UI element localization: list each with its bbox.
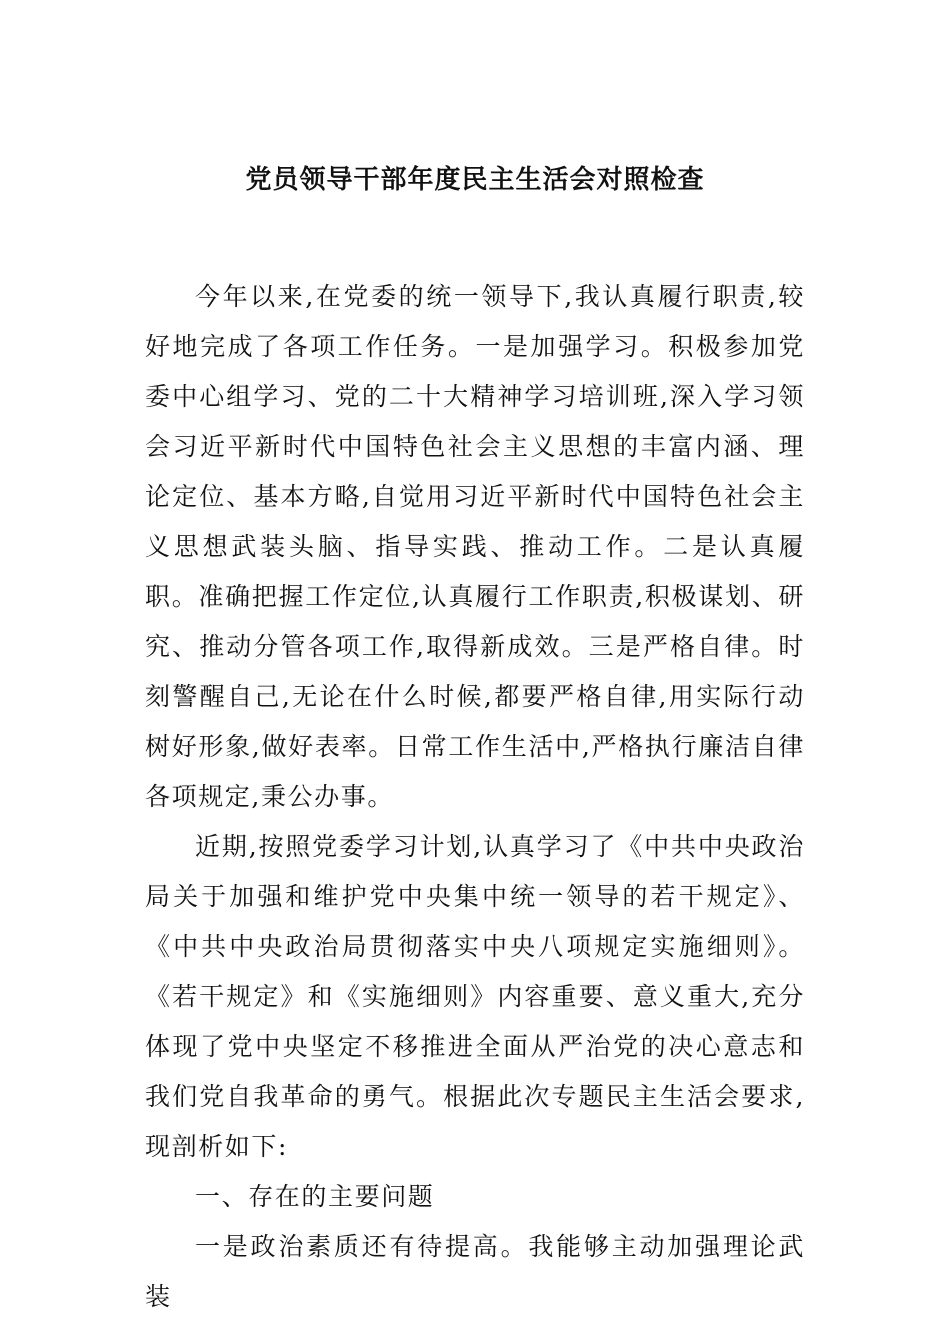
paragraph-political-quality: 一是政治素质还有待提高。我能够主动加强理论武装	[145, 1232, 805, 1311]
paragraph-study-analysis: 近期,按照党委学习计划,认真学习了《中共中央政治局关于加强和维护党中央集中统一领导的若干规定》、《中共中央政治局贯彻落实中央八项规定实施细则》。《若干规定》和《实施细则》内容重要、意义重大,充分体现了党中央坚定不移推进全面从严治党的决心意志和我们党自我革命的勇气。根据此次专题民主生活会要求,现剖析如下:	[145, 832, 805, 1161]
document-title: 党员领导干部年度民主生活会对照检查	[245, 165, 705, 195]
section-heading-main-problems: 一、存在的主要问题	[195, 1182, 435, 1211]
paragraph-work-summary: 今年以来,在党委的统一领导下,我认真履行职责,较好地完成了各项工作任务。一是加强学习。积极参加党委中心组学习、党的二十大精神学习培训班,深入学习领会习近平新时代中国特色社会主义思想的丰富内涵、理论定位、基本方略,自觉用习近平新时代中国特色社会主义思想武装头脑、指导实践、推动工作。二是认真履职。准确把握工作定位,认真履行工作职责,积极谋划、研究、推动分管各项工作,取得新成效。三是严格自律。时刻警醒自己,无论在什么时候,都要严格自律,用实际行动树好形象,做好表率。日常工作生活中,严格执行廉洁自律各项规定,秉公办事。	[145, 282, 805, 811]
document-body	[145, 272, 805, 1322]
